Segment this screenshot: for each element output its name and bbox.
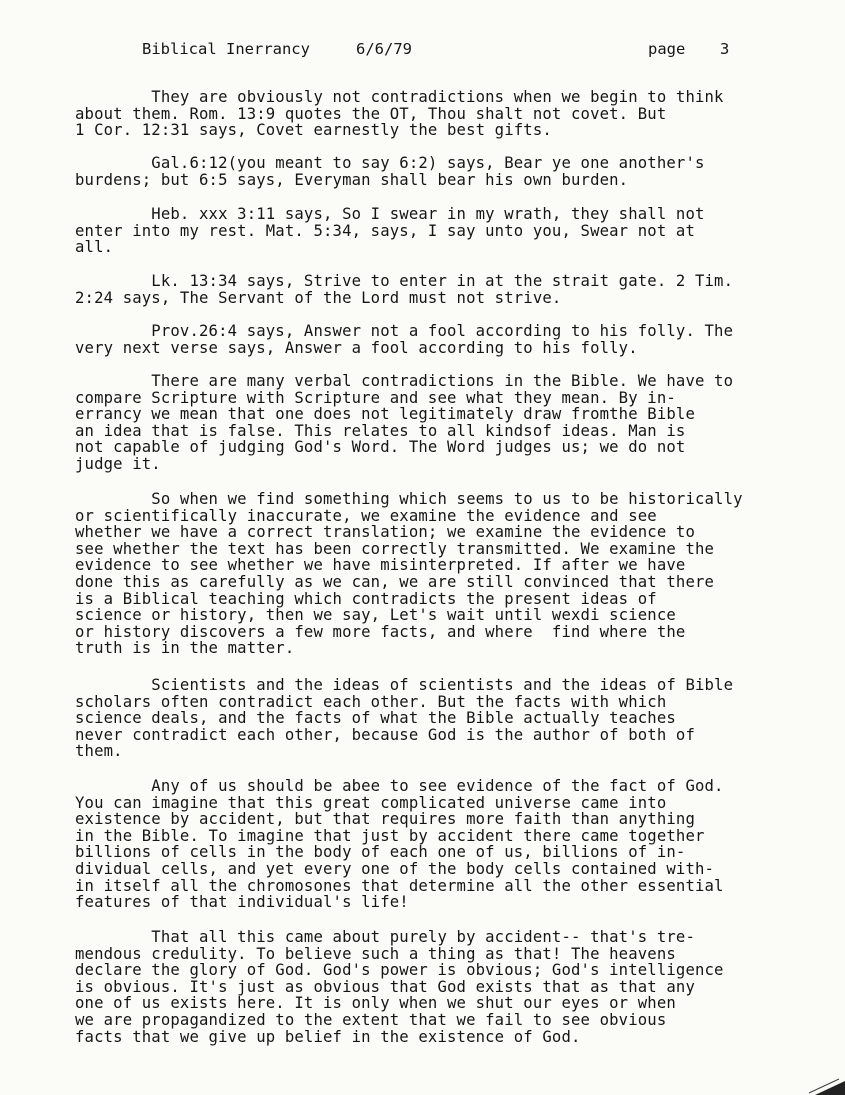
paragraph-1 [75,89,775,139]
text-line: dividual cells, and yet every one of the body cells contained with- [75,859,715,878]
paragraph-3 [75,206,775,256]
text-line: is a Biblical teaching which contradicts the present ideas of [75,589,657,608]
text-line: enter into my rest. Mat. 5:34, says, I say unto you, Swear not at [75,221,695,240]
text-line: see whether the text has been correctly transmitted. We examine the [75,539,715,558]
text-line: You can imagine that this great complicated universe came into [75,793,667,812]
text-line: Lk. 13:34 says, Strive to enter in at the strait gate. 2 Tim. [75,272,734,290]
text-line: in itself all the chromosones that determine all the other essential [75,876,724,895]
text-line: declare the glory of God. God's power is obvious; God's intelligence [75,961,724,980]
text-line: about them. Rom. 13:9 quotes the OT, Thou shalt not covet. But [75,104,667,123]
text-line: science or history, then we say, Let's wait until wexdi science [75,606,676,625]
paragraph-7 [75,491,775,657]
text-line: truth is in the matter. [75,639,295,658]
paragraph-4 [75,273,775,306]
text-line: Heb. xxx 3:11 says, So I swear in my wrath, they shall not [75,205,705,223]
text-line: features of that individual's life! [75,893,409,912]
text-line: 1 Cor. 12:31 says, Covet earnestly the best gifts. [75,121,552,140]
text-line: compare Scripture with Scripture and see what they mean. By in- [75,388,676,407]
text-line: we are propagandized to the extent that we fail to see obvious [75,1010,667,1029]
text-line: science deals, and the facts of what the Bible actually teaches [75,709,676,728]
text-line: burdens; but 6:5 says, Everyman shall bear his own burden. [75,170,629,189]
text-line: in the Bible. To imagine that just by accident there came together [75,826,705,845]
text-line: is obvious. It's just as obvious that God exists that as that any [75,977,695,996]
text-line: or history discovers a few more facts, and where find where the [75,622,686,641]
page-label: page [648,40,686,58]
text-line: or scientifically inaccurate, we examine the evidence and see [75,506,657,525]
paragraph-5 [75,323,775,356]
paragraph-9 [75,778,775,911]
paragraph-2 [75,155,775,188]
text-line: done this as carefully as we can, we are still convinced that there [75,572,715,591]
document-date: 6/6/79 [356,40,412,58]
text-line: all. [75,238,114,257]
text-line: evidence to see whether we have misinterpreted. If after we have [75,556,686,575]
text-line: Scientists and the ideas of scientists and the ideas of Bible [75,676,734,694]
text-line: errancy we mean that one does not legitimately draw fromthe Bible [75,405,695,424]
text-line: an idea that is false. This relates to all kindsof ideas. Man is [75,421,686,440]
paragraph-8 [75,677,775,760]
paragraph-6 [75,373,775,473]
text-line: billions of cells in the body of each one of us, billions of in- [75,843,686,862]
text-line: scholars often contradict each other. But the facts with which [75,692,667,711]
text-line: 2:24 says, The Servant of the Lord must not strive. [75,288,562,307]
document-title: Biblical Inerrancy [142,40,310,58]
text-line: That all this came about purely by accident-- that's tre- [75,928,695,946]
page-number: 3 [720,40,730,58]
text-line: So when we find something which seems to us to be historically [75,490,743,508]
text-line: one of us exists here. It is only when we shut our eyes or when [75,994,676,1013]
text-line: Prov.26:4 says, Answer not a fool according to his folly. The [75,322,734,340]
text-line: very next verse says, Answer a fool according to his folly. [75,338,638,357]
text-line: mendous credulity. To believe such a thing as that! The heavens [75,944,676,963]
text-line: not capable of judging God's Word. The Word judges us; we do not [75,438,686,457]
text-line: facts that we give up belief in the existence of God. [75,1027,581,1046]
text-line: existence by accident, but that requires more faith than anything [75,810,695,829]
text-line: They are obviously not contradictions when we begin to think [75,88,724,106]
text-line: judge it. [75,454,161,473]
paragraph-10 [75,929,775,1045]
text-line: Any of us should be abee to see evidence of the fact of God. [75,777,724,795]
text-line: whether we have a correct translation; we examine the evidence to [75,523,695,542]
text-line: them. [75,742,123,761]
text-line: never contradict each other, because God is the author of both of [75,725,695,744]
page-curl-mark [805,1073,845,1095]
text-line: Gal.6:12(you meant to say 6:2) says, Bear ye one another's [75,154,705,172]
text-line: There are many verbal contradictions in the Bible. We have to [75,372,734,390]
